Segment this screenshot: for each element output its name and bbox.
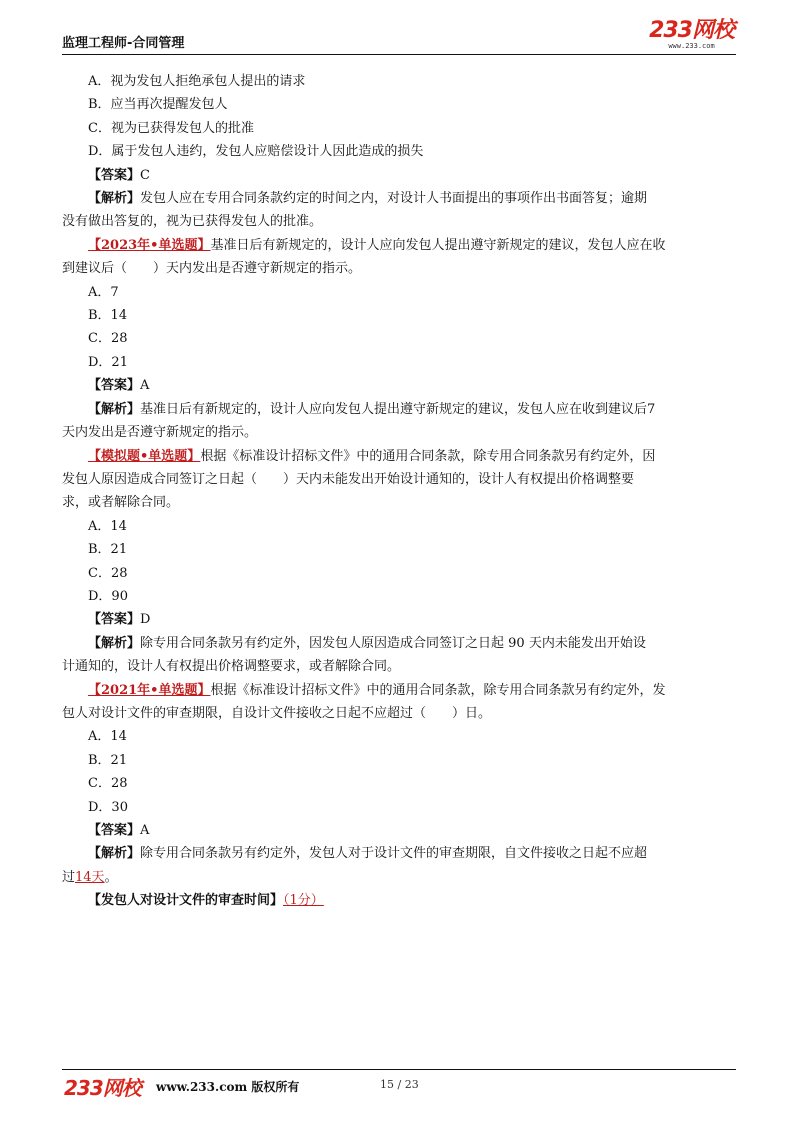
answer-value: A xyxy=(140,823,150,838)
q1-option-d: D．属于发包人违约，发包人应赔偿设计人因此造成的损失 xyxy=(88,144,424,160)
analysis-text: 除专用合同条款另有约定外，因发包人原因造成合同签订之日起 90 天内未能发出开始设 xyxy=(140,635,646,651)
q2-option-d: D．21 xyxy=(88,354,128,370)
q3-answer xyxy=(62,608,738,631)
page-number: 15 / 23 xyxy=(380,1078,419,1091)
q1-analysis-line2: 没有做出答复的，视为已获得发包人的批准。 xyxy=(62,214,323,230)
q3-option-c: C．28 xyxy=(88,565,128,581)
q3-analysis-line2: 计通知的，设计人有权提出价格调整要求，或者解除合同。 xyxy=(62,659,401,675)
q4-stem-line1 xyxy=(62,679,738,702)
q3-option-a: A．14 xyxy=(88,518,127,534)
q3-option-b: B．21 xyxy=(88,542,128,558)
analysis-text: 。 xyxy=(104,869,118,885)
q4-option-b: B．21 xyxy=(88,752,128,768)
q2-stem-line2: 到建议后（ ）天内发出是否遵守新规定的指示。 xyxy=(62,261,362,277)
q3-stem-line2: 发包人原因造成合同签订之日起（ ）天内未能发出开始设计通知的，设计人有权提出价格调整要 xyxy=(62,471,635,487)
highlight-term: 14天 xyxy=(75,869,105,885)
q1-analysis-line1 xyxy=(62,187,738,210)
q3-stem-line1 xyxy=(62,445,738,468)
brand-logo xyxy=(649,20,734,50)
answer-value: A xyxy=(140,378,150,394)
footer-divider xyxy=(62,1069,736,1070)
q3-analysis-line1 xyxy=(62,632,738,655)
q4-option-d: D．30 xyxy=(88,799,128,815)
document-body xyxy=(62,70,738,913)
q4-stem-text: 根据《标准设计招标文件》中的通用合同条款，除专用合同条款另有约定外，发 xyxy=(210,682,666,698)
answer-value: D xyxy=(140,612,151,628)
document-title: 监理工程师-合同管理 xyxy=(62,36,185,51)
q2-stem-text: 基准日后有新规定的，设计人应向发包人提出遵守新规定的建议，发包人应在收 xyxy=(210,237,666,253)
q2-stem-line1 xyxy=(62,234,738,257)
q4-option-a: A．14 xyxy=(88,729,127,745)
analysis-text: 过 xyxy=(62,869,76,885)
q3-tag: 【模拟题•单选题】 xyxy=(88,448,201,464)
q4-analysis-line1 xyxy=(62,842,738,865)
analysis-text: 发包人应在专用合同条款约定的时间之内，对设计人书面提出的事项作出书面答复；逾期 xyxy=(140,191,648,207)
q2-tag: 【2023年•单选题】 xyxy=(88,237,211,253)
q2-option-b: B．14 xyxy=(88,308,128,324)
answer-label: 【答案】 xyxy=(88,167,141,183)
answer-value: C xyxy=(140,167,150,183)
answer-label: 【答案】 xyxy=(88,378,141,394)
q2-analysis-line1 xyxy=(62,398,738,421)
q1-option-b: B．应当再次提醒发包人 xyxy=(88,97,228,113)
q2-option-a: A．7 xyxy=(88,284,119,300)
logo-text: 233网校 xyxy=(649,18,734,43)
q3-stem-text: 根据《标准设计招标文件》中的通用合同条款，除专用合同条款另有约定外，因 xyxy=(200,448,656,464)
q1-option-c: C．视为已获得发包人的批准 xyxy=(88,120,254,136)
q2-option-c: C．28 xyxy=(88,331,128,347)
q4-answer xyxy=(62,819,738,842)
footer-logo: 233网校 xyxy=(64,1076,141,1100)
q3-option-d: D．90 xyxy=(88,588,128,604)
analysis-label: 【解析】 xyxy=(88,846,141,862)
q2-answer xyxy=(62,374,738,397)
q4-tag: 【2021年•单选题】 xyxy=(88,682,211,698)
analysis-label: 【解析】 xyxy=(88,635,141,651)
analysis-label: 【解析】 xyxy=(88,191,141,207)
logo-url: www.233.com xyxy=(668,42,715,50)
analysis-label: 【解析】 xyxy=(88,401,141,417)
q4-option-c: C．28 xyxy=(88,776,128,792)
footer-copyright: www.233.com 版权所有 xyxy=(156,1080,300,1094)
analysis-text: 基准日后有新规定的，设计人应向发包人提出遵守新规定的建议，发包人应在收到建议后7 xyxy=(140,401,656,417)
answer-label: 【答案】 xyxy=(88,823,141,838)
q1-option-a: A．视为发包人拒绝承包人提出的请求 xyxy=(88,74,306,89)
section-title: 【发包人对设计文件的审查时间】 xyxy=(88,893,284,909)
q3-stem-line3: 求，或者解除合同。 xyxy=(62,495,180,511)
q2-analysis-line2: 天内发出是否遵守新规定的指示。 xyxy=(62,425,258,441)
section-heading xyxy=(62,889,738,912)
analysis-text: 除专用合同条款另有约定外，发包人对于设计文件的审查期限，自文件接收之日起不应超 xyxy=(140,846,648,862)
q4-stem-line2: 包人对设计文件的审查期限，自设计文件接收之日起不应超过（ ）日。 xyxy=(62,705,492,721)
section-score: （1分） xyxy=(283,893,324,909)
q1-answer xyxy=(62,164,738,187)
q4-analysis-line2 xyxy=(62,866,738,889)
answer-label: 【答案】 xyxy=(88,612,141,628)
header-divider xyxy=(62,54,736,55)
